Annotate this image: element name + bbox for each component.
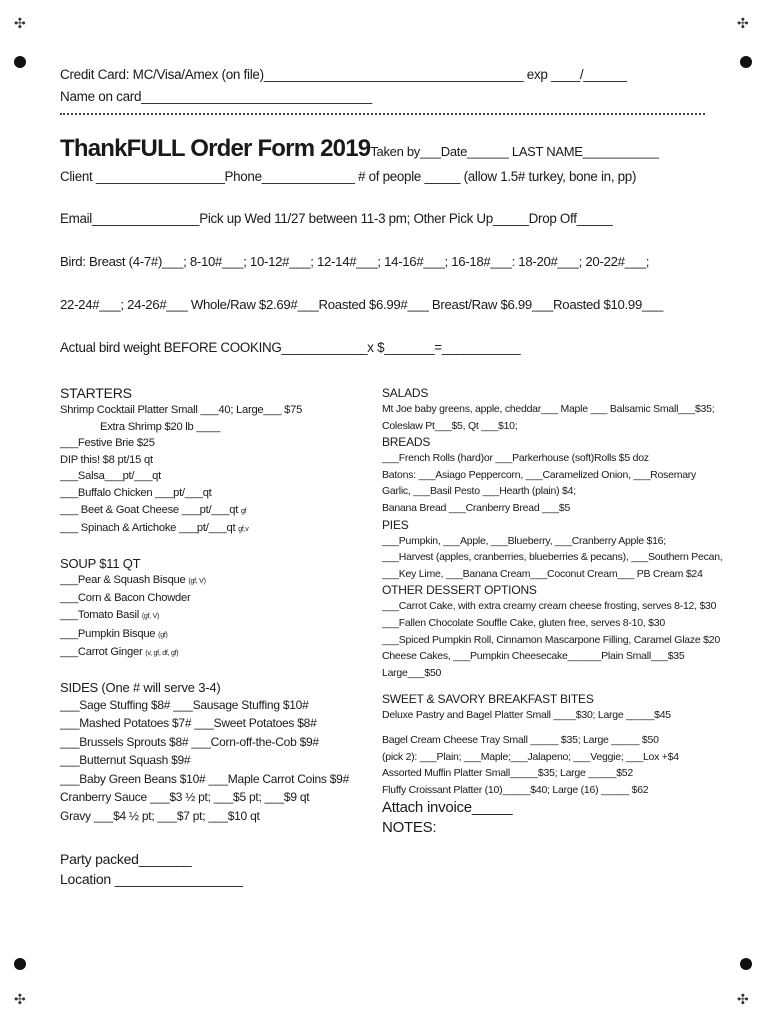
corner-ornament-icon: ✣: [737, 15, 749, 31]
diet-tag: gf: [240, 507, 247, 515]
attach-invoice-field[interactable]: Attach invoice_____: [382, 799, 513, 817]
pie-item[interactable]: ___Key Lime, ___Banana Cream___Coconut Cream___ PB Cream $24: [382, 567, 703, 580]
starter-item[interactable]: ___ Spinach & Artichoke ___pt/___qt: [60, 522, 236, 535]
side-item[interactable]: ___Sage Stuffing $8# ___Sausage Stuffing $10#: [60, 697, 309, 712]
dessert-item[interactable]: Large___$50: [382, 666, 442, 679]
soup-heading: SOUP $11 QT: [60, 555, 141, 571]
corner-ornament-icon: ✣: [14, 15, 26, 31]
taken-by-field[interactable]: Taken by___Date______ LAST NAME___________: [370, 144, 659, 159]
breakfast-item[interactable]: Fluffy Croissant Platter (10)_____$40; Large (16) _____ $62: [382, 783, 649, 796]
side-item[interactable]: Gravy ___$4 ½ pt; ___$7 pt; ___$10 qt: [60, 808, 260, 823]
starter-item[interactable]: ___Salsa___pt/___qt: [60, 470, 162, 483]
bird-price-options[interactable]: 22-24#___; 24-26#___ Whole/Raw $2.69#___Roasted $6.99#___ Breast/Raw $6.99___Roasted $10.99___: [60, 297, 664, 312]
soup-item[interactable]: ___Carrot Ginger: [60, 646, 143, 659]
dessert-item[interactable]: Cheese Cakes, ___Pumpkin Cheesecake______Plain Small___$35: [382, 650, 685, 663]
sides-heading: SIDES (One # will serve 3-4): [60, 679, 221, 695]
diet-tag: (gf, V): [188, 577, 206, 585]
side-item[interactable]: ___Brussels Sprouts $8# ___Corn-off-the-Cob $9#: [60, 734, 319, 749]
salad-item[interactable]: Coleslaw Pt___$5, Qt ___$10;: [382, 419, 518, 432]
pie-item[interactable]: ___Harvest (apples, cranberries, blueberries & pecans), ___Southern Pecan,: [382, 551, 723, 564]
email-pickup-field[interactable]: Email_______________Pick up Wed 11/27 between 11-3 pm; Other Pick Up_____Drop Off_____: [60, 211, 613, 226]
soup-item[interactable]: ___Pumpkin Bisque: [60, 627, 156, 640]
salad-item[interactable]: Mt Joe baby greens, apple, cheddar___ Maple ___ Balsamic Small___$35;: [382, 403, 715, 415]
bread-item[interactable]: ___French Rolls (hard)or ___Parkerhouse (soft)Rolls $5 doz: [382, 452, 649, 465]
starter-item[interactable]: ___Buffalo Chicken ___pt/___qt: [60, 486, 212, 499]
corner-ornament-icon: ✣: [14, 991, 26, 1007]
client-field[interactable]: Client __________________Phone_____________ # of people _____ (allow 1.5# turkey, bone in, pp): [60, 169, 637, 184]
salads-heading: SALADS: [382, 386, 429, 400]
breakfast-item[interactable]: Bagel Cream Cheese Tray Small _____ $35; Large _____ $50: [382, 733, 659, 746]
soup-item[interactable]: ___Tomato Basil: [60, 608, 139, 621]
form-title: ThankFULL Order Form 2019: [60, 135, 371, 162]
starter-item[interactable]: Extra Shrimp $20 lb ____: [100, 420, 221, 433]
breakfast-item[interactable]: Deluxe Pastry and Bagel Platter Small ____$30; Large _____$45: [382, 709, 671, 722]
breakfast-item[interactable]: Assorted Muffin Platter Small_____$35; Large _____$52: [382, 767, 633, 780]
name-on-card-field[interactable]: Name on card________________________________: [60, 89, 372, 104]
left-column: [60, 385, 360, 889]
starter-item[interactable]: Shrimp Cocktail Platter Small ___40; Large___ $75: [60, 404, 303, 416]
side-item[interactable]: ___Butternut Squash $9#: [60, 753, 191, 768]
breakfast-item[interactable]: (pick 2): ___Plain; ___Maple;___Jalapeno; ___Veggie; ___Lox +$4: [382, 750, 679, 763]
side-item[interactable]: Cranberry Sauce ___$3 ½ pt; ___$5 pt; ___$9 qt: [60, 790, 310, 805]
divider: [60, 113, 705, 115]
bread-item[interactable]: Batons: ___Asiago Peppercorn, ___Caramelized Onion, ___Rosemary: [382, 468, 697, 481]
dessert-item[interactable]: ___Carrot Cake, with extra creamy cream cheese frosting, serves 8-12, $30: [382, 600, 717, 613]
pie-item[interactable]: ___Pumpkin, ___Apple, ___Blueberry, ___Cranberry Apple $16;: [382, 534, 666, 547]
dessert-item[interactable]: ___Spiced Pumpkin Roll, Cinnamon Mascarpone Filling, Caramel Glaze $20: [382, 633, 720, 646]
breads-heading: BREADS: [382, 435, 431, 450]
form-header: [60, 134, 659, 167]
diet-tag: (gf): [158, 631, 168, 639]
diet-tag: gf,v: [238, 526, 249, 534]
punch-hole: [740, 56, 752, 68]
dessert-item[interactable]: ___Fallen Chocolate Souffle Cake, gluten free, serves 8-10, $30: [382, 616, 665, 629]
side-item[interactable]: ___Baby Green Beans $10# ___Maple Carrot Coins $9#: [60, 771, 350, 786]
breakfast-heading: SWEET & SAVORY BREAKFAST BITES: [382, 692, 594, 707]
bread-item[interactable]: Garlic, ___Basil Pesto ___Hearth (plain) $4;: [382, 485, 576, 498]
soup-item[interactable]: ___Pear & Squash Bisque: [60, 573, 186, 586]
notes-label: NOTES:: [382, 819, 437, 837]
diet-tag: (v, gf, df, gf): [145, 650, 179, 658]
bread-item[interactable]: Banana Bread ___Cranberry Bread ___$5: [382, 501, 571, 514]
punch-hole: [14, 958, 26, 970]
party-packed-field[interactable]: Party packed_______: [60, 851, 192, 868]
side-item[interactable]: ___Mashed Potatoes $7# ___Sweet Potatoes $8#: [60, 716, 317, 731]
starter-item: DIP this! $8 pt/15 qt: [60, 453, 153, 466]
right-column: [382, 385, 723, 838]
location-field[interactable]: Location _________________: [60, 871, 243, 888]
punch-hole: [14, 56, 26, 68]
desserts-heading: OTHER DESSERT OPTIONS: [382, 583, 537, 598]
starter-item[interactable]: ___Festive Brie $25: [60, 437, 155, 450]
pies-heading: PIES: [382, 517, 409, 532]
credit-card-field[interactable]: Credit Card: MC/Visa/Amex (on file)____________________________________ exp ____/______: [60, 67, 627, 82]
starter-item[interactable]: ___ Beet & Goat Cheese ___pt/___qt: [60, 503, 239, 516]
diet-tag: (gf, V): [141, 612, 160, 620]
soup-item[interactable]: ___Corn & Bacon Chowder: [60, 592, 191, 605]
bird-weight-field[interactable]: Actual bird weight BEFORE COOKING____________x $_______=___________: [60, 340, 521, 355]
starters-heading: STARTERS: [60, 385, 132, 401]
corner-ornament-icon: ✣: [737, 991, 749, 1007]
bird-size-options[interactable]: Bird: Breast (4-7#)___; 8-10#___; 10-12#___; 12-14#___; 14-16#___; 16-18#___: 18-20#___; 20-22#___;: [60, 254, 650, 269]
punch-hole: [740, 958, 752, 970]
